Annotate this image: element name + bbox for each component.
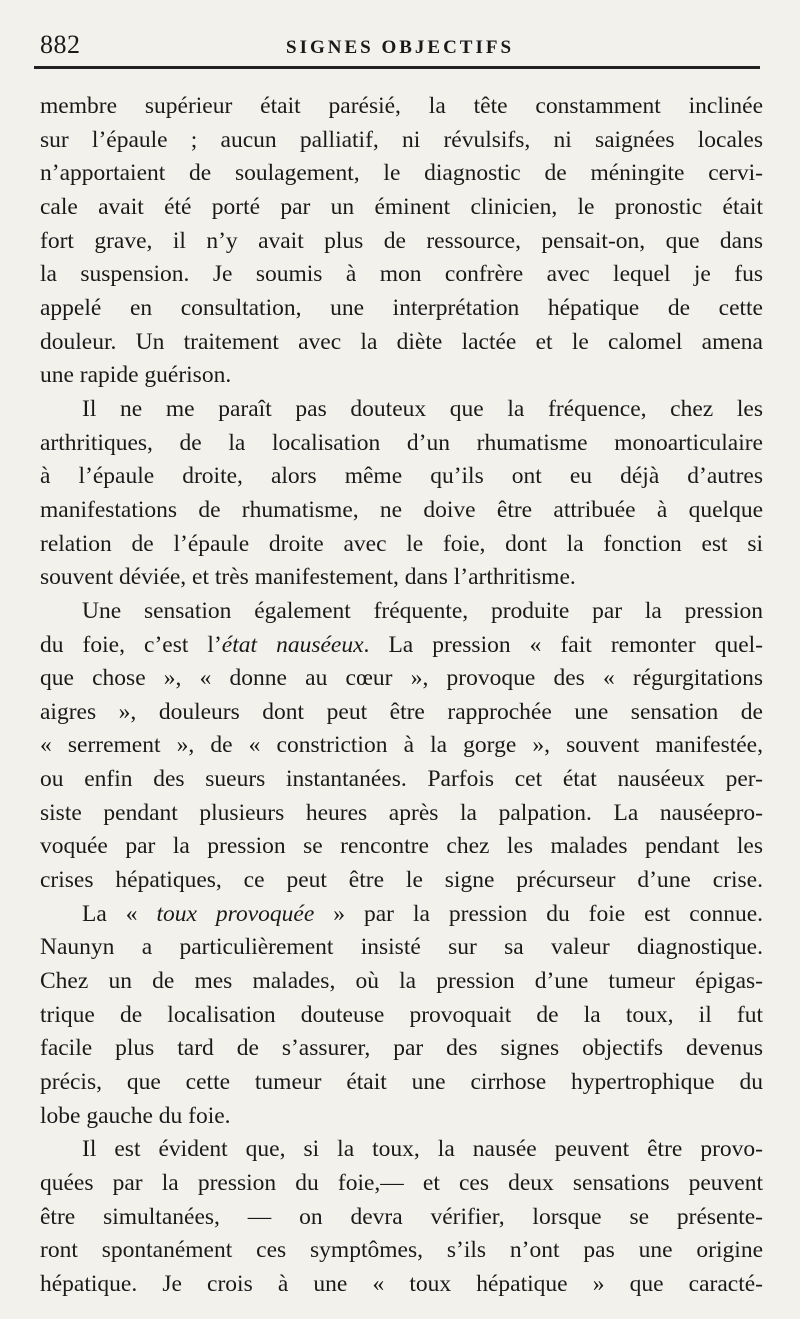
text-run: . La pression « fait remonter quel- — [363, 631, 763, 658]
paragraph — [40, 90, 763, 393]
page-header — [40, 28, 760, 68]
text-run: » par la pression du foie est connue. — [314, 900, 763, 927]
text-line: la suspension. Je soumis à mon confrère avec lequel je fus — [40, 261, 763, 288]
text-line: aigres », douleurs dont peut être rapprochée une sensation de — [40, 698, 763, 725]
text-line: ou enfin des sueurs instantanées. Parfois cet état nauséeux per- — [40, 766, 763, 793]
text-line: arthritiques, de la localisation d’un rhumatisme monoarticulaire — [40, 429, 763, 456]
body-text — [40, 90, 763, 1302]
text-line — [40, 629, 763, 663]
text-line: crises hépatiques, ce peut être le signe précurseur d’une crise. — [40, 867, 763, 894]
text-line: que chose », « donne au cœur », provoque des « régurgitations — [40, 665, 763, 692]
text-line: Chez un de mes malades, où la pression d’une tumeur épigas- — [40, 968, 763, 995]
text-run: du foie, c’est l’ — [40, 631, 222, 658]
italic-term: état nauséeux — [221, 631, 364, 658]
italic-term: toux provoquée — [156, 900, 315, 927]
text-line: quées par la pression du foie,— et ces deux sensations peuvent — [40, 1170, 763, 1196]
text-line: voquée par la pression se rencontre chez les malades pendant les — [40, 833, 763, 860]
text-line: facile plus tard de s’assurer, par des signes objectifs devenus — [40, 1035, 763, 1062]
text-line: fort grave, il n’y avait plus de ressource, pensait-on, que dans — [40, 227, 763, 254]
text-line: souvent déviée, et très manifestement, dans l’arthritisme. — [40, 564, 576, 591]
text-line: manifestations de rhumatisme, ne doive être attribuée à quelque — [40, 496, 763, 523]
paragraph — [40, 393, 763, 595]
text-line: hépatique. Je crois à une « toux hépatique » que caracté- — [40, 1270, 763, 1297]
text-line: à l’épaule droite, alors même qu’ils ont eu déjà d’autres — [40, 463, 763, 490]
text-line: ront spontanément ces symptômes, s’ils n’ont pas une origine — [40, 1237, 763, 1264]
text-line: être simultanées, — on devra vérifier, lorsque se présente- — [40, 1203, 763, 1230]
paragraph — [40, 1133, 763, 1301]
text-line: trique de localisation douteuse provoquait de la toux, il fut — [40, 1001, 763, 1028]
text-line: Une sensation également fréquente, produite par la pression — [82, 597, 763, 624]
paragraph — [40, 595, 763, 898]
text-line: n’apportaient de soulagement, le diagnostic de méningite cervi- — [40, 160, 763, 187]
text-line: lobe gauche du foie. — [40, 1102, 231, 1129]
text-line: Il ne me paraît pas douteux que la fréquence, chez les — [82, 395, 763, 422]
text-line: une rapide guérison. — [40, 362, 232, 389]
text-line: appelé en consultation, une interprétation hépatique de cette — [40, 294, 763, 321]
paragraph — [40, 898, 763, 1134]
text-line: précis, que cette tumeur était une cirrhose hypertrophique du — [40, 1069, 763, 1096]
text-line: Il est évident que, si la toux, la nausée peuvent être provo- — [82, 1136, 763, 1163]
text-line — [40, 898, 763, 932]
text-line: sur l’épaule ; aucun palliatif, ni révulsifs, ni saignées locales — [40, 126, 763, 153]
text-line: relation de l’épaule droite avec le foie, dont la fonction est si — [40, 530, 763, 557]
text-run: La « — [82, 900, 157, 927]
text-line: siste pendant plusieurs heures après la palpation. La nauséepro- — [40, 799, 763, 826]
text-line: « serrement », de « constriction à la gorge », souvent manifestée, — [40, 732, 763, 759]
text-line: cale avait été porté par un éminent clinicien, le pronostic était — [40, 193, 763, 220]
text-line: douleur. Un traitement avec la diète lactée et le calomel amena — [40, 328, 763, 355]
page-number: 882 — [40, 30, 81, 59]
header-rule — [34, 66, 760, 69]
text-line: membre supérieur était parésié, la tête constamment inclinée — [40, 93, 763, 119]
running-head: SIGNES OBJECTIFS — [286, 37, 515, 58]
text-line: Naunyn a particulièrement insisté sur sa valeur diagnostique. — [40, 934, 763, 961]
